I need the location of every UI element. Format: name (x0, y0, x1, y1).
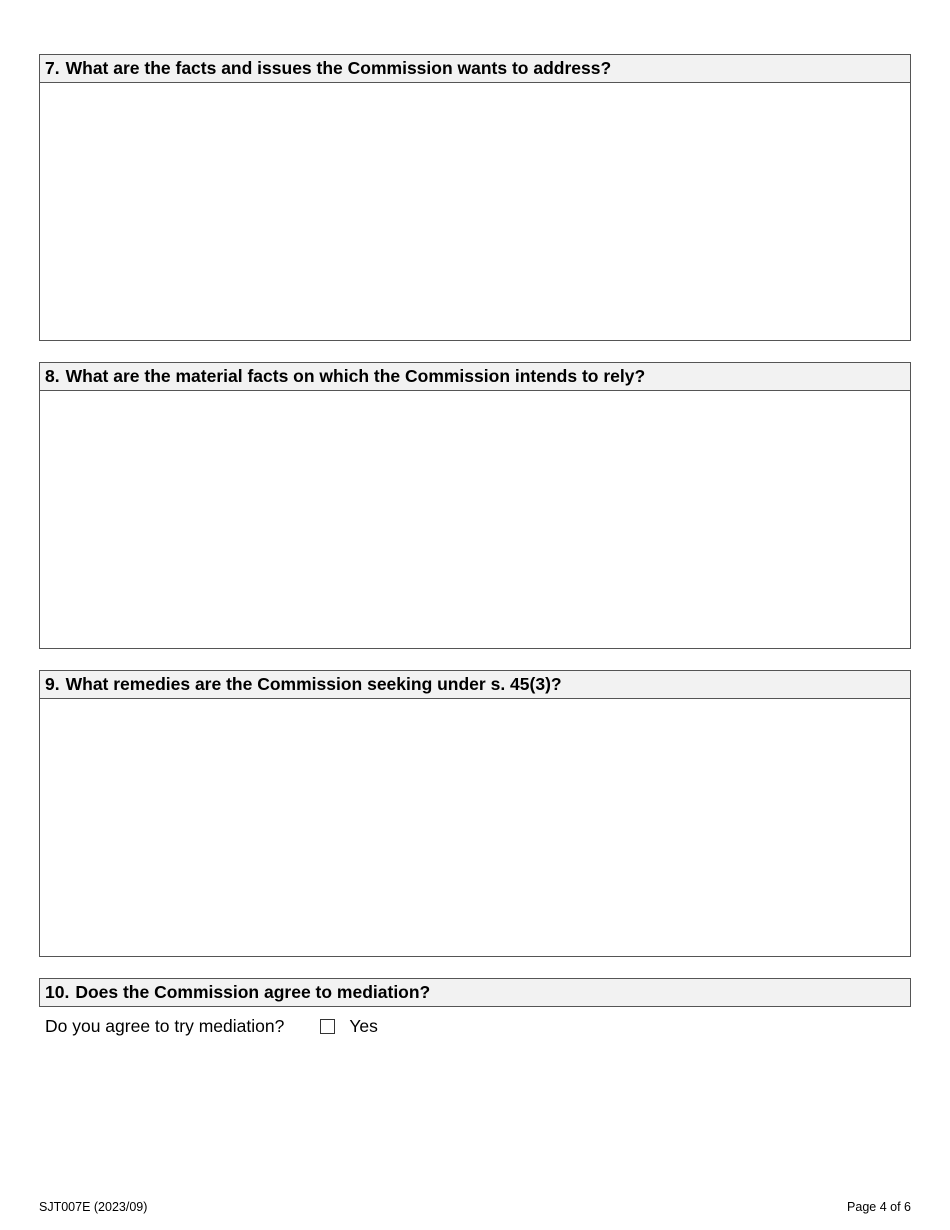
question-7-section (39, 54, 911, 341)
question-9-section (39, 670, 911, 957)
question-text: What remedies are the Commission seeking under s. 45(3)? (65, 674, 562, 694)
question-9-answer-field[interactable] (39, 699, 911, 957)
question-number: 9. (45, 674, 60, 694)
question-8-heading (39, 362, 911, 391)
question-7-heading (39, 54, 911, 83)
question-number: 8. (45, 366, 60, 386)
question-7-answer-field[interactable] (39, 83, 911, 341)
page-number: Page 4 of 6 (847, 1200, 911, 1214)
form-code: SJT007E (2023/09) (39, 1200, 148, 1214)
question-text: What are the material facts on which the Commission intends to rely? (65, 366, 646, 386)
question-8-answer-field[interactable] (39, 391, 911, 649)
mediation-yes-label: Yes (349, 1016, 378, 1036)
question-number: 7. (45, 58, 60, 78)
mediation-yes-checkbox[interactable] (320, 1019, 335, 1034)
mediation-row (45, 1014, 378, 1038)
question-9-heading (39, 670, 911, 699)
question-8-section (39, 362, 911, 649)
question-10-section (39, 978, 911, 1007)
question-text: What are the facts and issues the Commission wants to address? (65, 58, 612, 78)
question-number: 10. (45, 982, 70, 1002)
mediation-prompt: Do you agree to try mediation? (45, 1016, 285, 1036)
question-text: Does the Commission agree to mediation? (75, 982, 431, 1002)
question-10-heading (39, 978, 911, 1007)
